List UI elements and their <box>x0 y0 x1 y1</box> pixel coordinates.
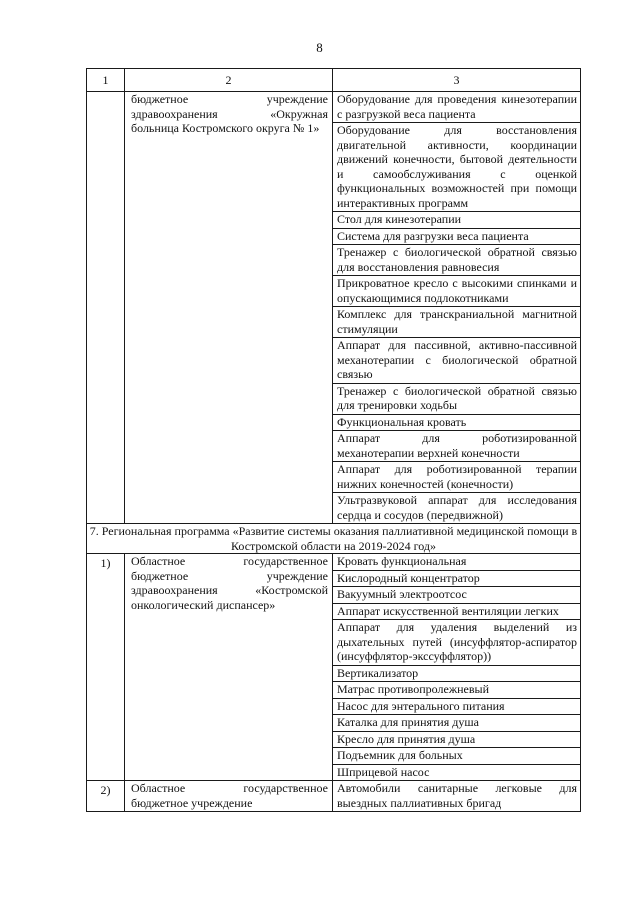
organization-cell <box>125 554 333 781</box>
equipment-item: Автомобили санитарные легковые для выездных паллиативных бригад <box>337 781 577 810</box>
equipment-cell <box>333 92 581 524</box>
organization-name: Областное государственное бюджетное учреждение здравоохранения «Костромской онкологический диспансер» <box>131 554 328 612</box>
equipment-item: Оборудование для восстановления двигательной активности, координации движений конечности, бытовой деятельности и самообслуживания с оценкой функциональных возможностей при помощи интерактивных программ <box>333 123 580 212</box>
table-row <box>87 554 581 781</box>
equipment-cell <box>333 554 581 781</box>
section-row <box>87 524 581 554</box>
equipment-item: Кровать функциональная <box>333 554 580 571</box>
header-col-1: 1 <box>87 69 125 92</box>
equipment-item: Матрас противопролежневый <box>333 682 580 699</box>
equipment-item: Вертикализатор <box>333 666 580 683</box>
table-row <box>87 92 581 524</box>
row-number-cell <box>87 554 125 781</box>
equipment-item: Система для разгрузки веса пациента <box>333 229 580 246</box>
equipment-item: Ультразвуковой аппарат для исследования сердца и сосудов (передвижной) <box>337 493 577 522</box>
table-header-row <box>87 69 581 92</box>
table-row <box>87 781 581 812</box>
equipment-cell <box>333 781 581 812</box>
equipment-item: Оборудование для проведения кинезотерапии с разгрузкой веса пациента <box>333 92 580 123</box>
organization-cell <box>125 781 333 812</box>
section-heading: 7. Региональная программа «Развитие системы оказания паллиативной медицинской помощи в Костромской области на 2019-2024 год» <box>87 524 581 554</box>
equipment-item: Аппарат для пассивной, активно-пассивной механотерапии с биологической обратной связью <box>333 338 580 384</box>
equipment-item: Кислородный концентратор <box>333 571 580 588</box>
row-number: 2) <box>100 783 111 797</box>
row-number <box>87 92 125 524</box>
equipment-item: Аппарат для удаления выделений из дыхательных путей (инсуффлятор-аспиратор (инсуффлятор-экссуффлятор)) <box>333 620 580 666</box>
equipment-item: Подъемник для больных <box>333 748 580 765</box>
page-number: 8 <box>316 40 323 55</box>
equipment-item: Тренажер с биологической обратной связью для тренировки ходьбы <box>333 384 580 415</box>
equipment-item: Кресло для принятия душа <box>333 732 580 749</box>
header-col-3: 3 <box>333 69 581 92</box>
equipment-item: Функциональная кровать <box>333 415 580 432</box>
organization-name: Областное государственное бюджетное учреждение <box>131 781 328 810</box>
equipment-table <box>86 68 581 812</box>
organization-cell <box>125 92 333 524</box>
equipment-item: Аппарат для роботизированной механотерапии верхней конечности <box>333 431 580 462</box>
equipment-item: Комплекс для транскраниальной магнитной стимуляции <box>333 307 580 338</box>
row-number: 1) <box>100 556 111 570</box>
equipment-item: Тренажер с биологической обратной связью для восстановления равновесия <box>333 245 580 276</box>
equipment-item: Вакуумный электроотсос <box>333 587 580 604</box>
equipment-item: Каталка для принятия душа <box>333 715 580 732</box>
organization-name: бюджетное учреждение здравоохранения «Окружная больница Костромского округа № 1» <box>131 92 328 135</box>
equipment-item: Стол для кинезотерапии <box>333 212 580 229</box>
header-col-2: 2 <box>125 69 333 92</box>
equipment-item: Прикроватное кресло с высокими спинками и опускающимися подлокотниками <box>333 276 580 307</box>
equipment-item: Аппарат искусственной вентиляции легких <box>333 604 580 621</box>
equipment-item: Шприцевой насос <box>337 764 430 779</box>
row-number-cell <box>87 781 125 812</box>
equipment-item: Насос для энтерального питания <box>333 699 580 716</box>
equipment-item: Аппарат для роботизированной терапии нижних конечностей (конечности) <box>333 462 580 493</box>
